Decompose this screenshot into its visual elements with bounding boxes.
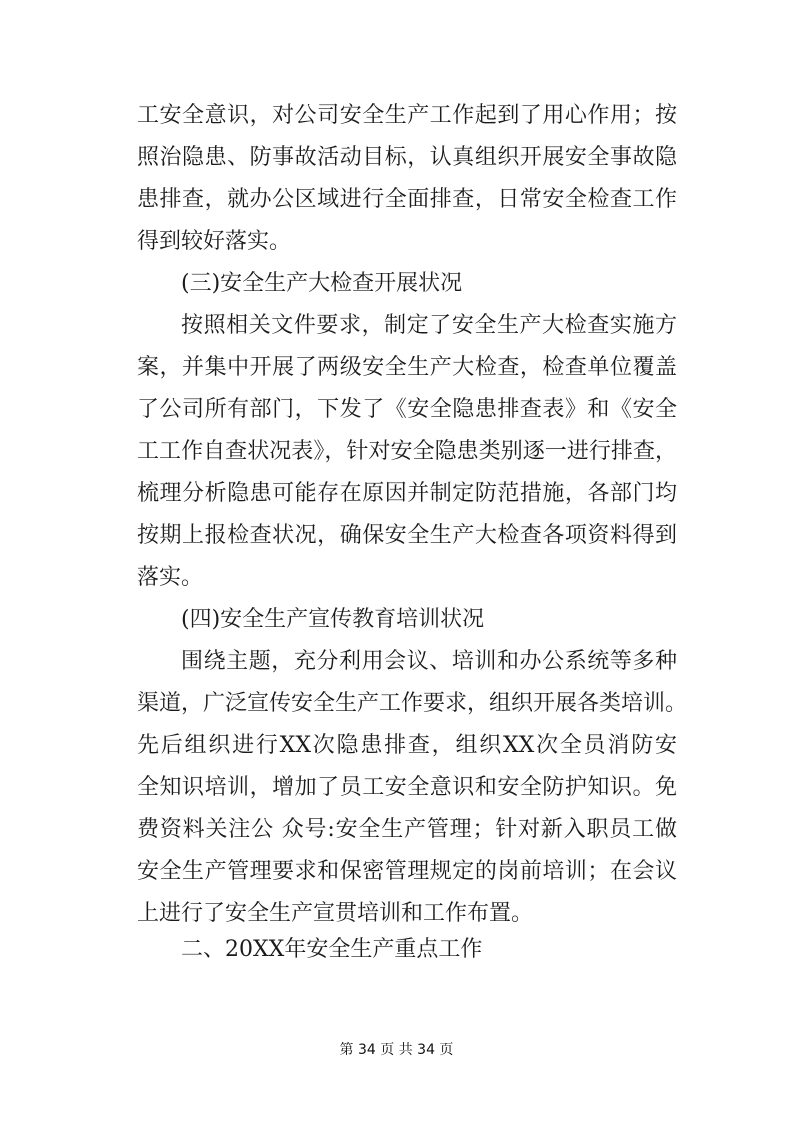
body-text-line: 按期上报检查状况，确保安全生产大检查各项资料得到 — [137, 523, 677, 548]
body-text-line: 上进行了安全生产宣贯培训和工作布置。 — [137, 901, 534, 926]
body-text-line: 先后组织进行XX次隐患排查，组织XX次全员消防安 — [137, 733, 677, 758]
body-text-line: 工安全意识，对公司安全生产工作起到了用心作用；按 — [137, 103, 677, 128]
body-text-line: 围绕主题，充分利用会议、培训和办公系统等多种 — [181, 649, 677, 674]
body-text-line: 梳理分析隐患可能存在原因并制定防范措施，各部门均 — [137, 481, 677, 506]
body-text-line: 工工作自查状况表》，针对安全隐患类别逐一进行排查， — [137, 439, 677, 464]
body-text-line: 费资料关注公 众号:安全生产管理；针对新入职员工做 — [137, 817, 677, 842]
page-number-footer: 第 34 页 共 34 页 — [339, 1042, 454, 1058]
body-text-line: 患排查，就办公区域进行全面排查，日常安全检查工作 — [137, 187, 677, 212]
section-heading-3: (三)安全生产大检查开展状况 — [181, 271, 463, 296]
body-text-line: 安全生产管理要求和保密管理规定的岗前培训；在会议 — [137, 859, 677, 884]
body-text-line: 照治隐患、防事故活动目标，认真组织开展安全事故隐 — [137, 145, 677, 170]
body-text-line: 得到较好落实。 — [137, 229, 292, 254]
section-heading-2: 二、20XX年安全生产重点工作 — [181, 937, 483, 962]
body-text-line: 全知识培训，增加了员工安全意识和安全防护知识。免 — [137, 775, 677, 800]
body-text-line: 落实。 — [137, 565, 204, 590]
body-text-line: 案，并集中开展了两级安全生产大检查，检查单位覆盖 — [137, 355, 677, 380]
body-text-line: 按照相关文件要求，制定了安全生产大检查实施方 — [181, 313, 677, 338]
section-heading-4: (四)安全生产宣传教育培训状况 — [181, 607, 485, 632]
body-text-line: 渠道，广泛宣传安全生产工作要求，组织开展各类培训。 — [137, 691, 688, 716]
body-text-line: 了公司所有部门，下发了《安全隐患排查表》和《安全 — [137, 397, 677, 422]
